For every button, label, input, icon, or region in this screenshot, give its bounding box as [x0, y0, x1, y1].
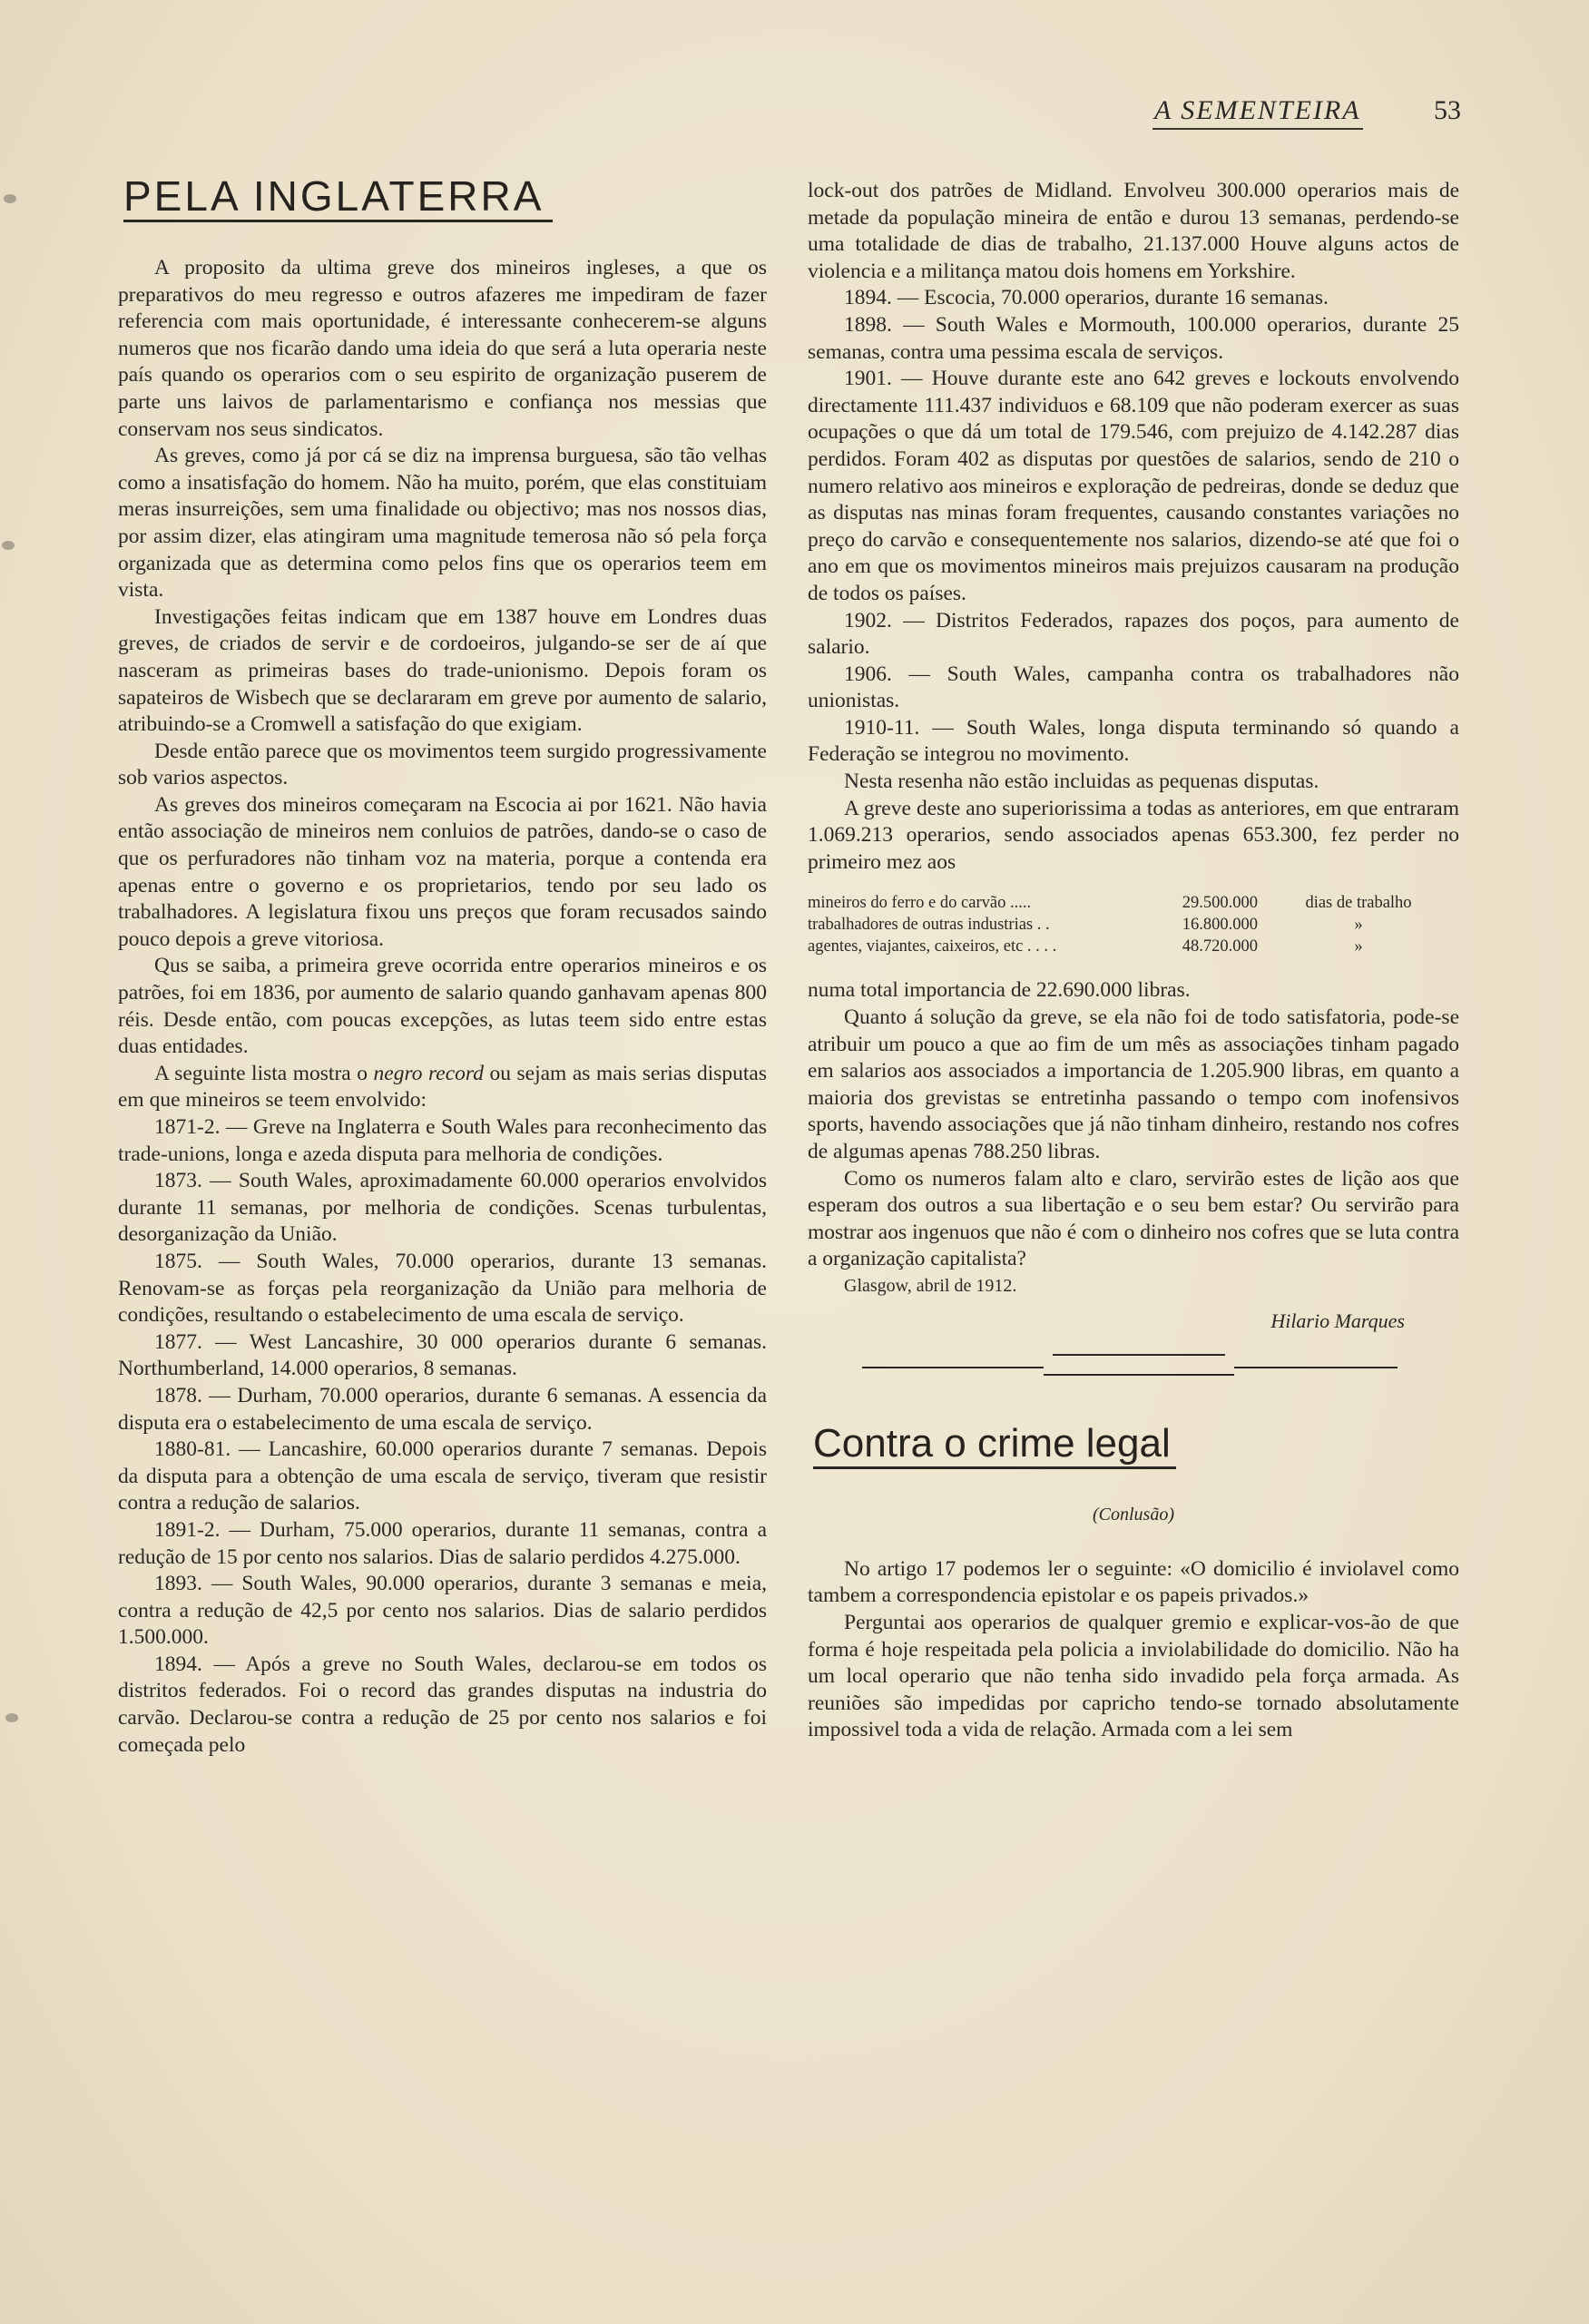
divider-rule — [1234, 1367, 1398, 1368]
strike-list-item: 1894. — Após a greve no South Wales, declarou-se em todos os distritos federados. Foi o record das grandes disputas na industria do carvão. Declarou-se contra a redução de 25 por cento nos salarios e foi começada pelo — [118, 1652, 767, 1757]
article-paragraph: lock-out dos patrões de Midland. Envolveu 300.000 operarios mais de metade da população mineira de então e durou 13 semanas, perdendo-se uma totalidade de dias de trabalho, 21.137.000 Houve alguns actos de violencia e a militança matou dois homens em Yorkshire. — [808, 179, 1459, 283]
right-column — [808, 178, 1459, 1744]
article-paragraph: Nesta resenha não estão incluidas as pequenas disputas. — [844, 770, 1319, 794]
list-intro-text: ou sejam as mais serias disputas em que mineiros se teem envolvido: — [118, 1061, 767, 1113]
page-number: 53 — [1434, 95, 1461, 125]
strike-list-item: 1891-2. — Durham, 75.000 operarios, durante 11 semanas, contra a redução de 15 por cento nos salarios. Dias de salario perdidos 4.275.000. — [118, 1517, 767, 1569]
article-title: PELA INGLATERRA — [123, 172, 553, 222]
page-header — [1116, 95, 1461, 132]
section-divider — [808, 1347, 1459, 1401]
left-column — [118, 172, 767, 1759]
strike-list-item: 1901. — Houve durante este ano 642 greves e lockouts envolvendo directamente 111.437 individuos e 68.109 que não poderam exercer as suas ocupações o que dá um total de 179.546, com prejuizo de 4.142.287 dias perdidos. Foram 402 as disputas por questões de salarios, sendo de 210 o numero relativo aos mineiros e exploração de pedreiras, donde se deduz que as disputas nas minas foram frequentes, causando constantes variações no preço do carvão e consequentemente nos salarios, dizendo-se até que foi o ano em que os movimentos mineiros mais prejuizos causaram na produção de todos os países. — [808, 367, 1459, 605]
strike-list-item: 1878. — Durham, 70.000 operarios, durante 6 semanas. A essencia da disputa era o estabelecimento de uma escala de serviço. — [118, 1383, 767, 1435]
stats-unit: » — [1354, 916, 1363, 935]
page-speck — [4, 194, 16, 203]
stats-value: 29.500.000 — [1182, 894, 1258, 913]
strike-list-item: 1877. — West Lancashire, 30 000 operarios durante 6 semanas. Northumberland, 14.000 operarios, 8 semanas. — [118, 1329, 767, 1381]
strike-list-item: 1880-81. — Lancashire, 60.000 operarios durante 7 semanas. Depois da disputa para a obtenção de uma escala de serviço, tiveram que resistir contra a redução de salarios. — [118, 1437, 767, 1515]
strike-list-item: 1873. — South Wales, aproximadamente 60.000 operarios envolvidos durante 11 semanas, por melhoria de condições. Scenas turbulentas, desorganização da União. — [118, 1169, 767, 1247]
strike-list-item: 1902. — Distritos Federados, rapazes dos poços, para aumento de salario. — [808, 608, 1459, 660]
stats-row — [808, 936, 1459, 957]
journal-name: A SEMENTEIRA — [1153, 95, 1363, 130]
list-intro-text: A seguinte lista mostra o — [154, 1061, 374, 1085]
stats-label: trabalhadores de outras industrias . . — [808, 916, 1050, 935]
stats-unit: dias de trabalho — [1305, 894, 1412, 913]
stats-value: 16.800.000 — [1182, 916, 1258, 935]
page-speck — [2, 541, 15, 550]
article-paragraph: Desde então parece que os movimentos teem surgido progressivamente sob varios aspectos. — [118, 739, 767, 790]
strike-list-item: 1871-2. — Greve na Inglaterra e South Wales para reconhecimento das trade-unions, longa e azeda disputa para melhoria de condições. — [118, 1115, 767, 1166]
strike-list-item: 1910-11. — South Wales, longa disputa terminando só quando a Federação se integrou no movimento. — [808, 715, 1459, 767]
page-speck — [5, 1713, 18, 1722]
divider-rule — [862, 1367, 1044, 1368]
article-subtitle: (Conlusão) — [1093, 1505, 1174, 1525]
article-paragraph: No artigo 17 podemos ler o seguinte: «O domicilio é inviolavel como tambem a correspondencia epistolar e os papeis privados.» — [808, 1556, 1459, 1608]
divider-rule — [1044, 1374, 1234, 1376]
strike-list-item: 1894. — Escocia, 70.000 operarios, durante 16 semanas. — [844, 286, 1329, 310]
strike-list-item: 1875. — South Wales, 70.000 operarios, durante 13 semanas. Renovam-se as forças pela reorganização da União para melhoria de condições, resultando o estabelecimento de uma escala de serviço. — [118, 1249, 767, 1328]
stats-value: 48.720.000 — [1182, 937, 1258, 956]
stats-unit: » — [1354, 937, 1363, 956]
stats-row — [808, 892, 1459, 914]
stats-row — [808, 914, 1459, 936]
stats-label: agentes, viajantes, caixeiros, etc . . . . — [808, 937, 1057, 956]
article-paragraph: Como os numeros falam alto e claro, servirão estes de lição aos que esperam dos outros a sua libertação e o seu bem estar? Ou servirão para mostrar aos ingenuos que não é com o dinheiro nos cofres que se luta contra a organização capitalista? — [808, 1166, 1459, 1271]
article-paragraph: numa total importancia de 22.690.000 libras. — [808, 978, 1191, 1003]
strike-list-item: 1906. — South Wales, campanha contra os trabalhadores não unionistas. — [808, 662, 1459, 713]
article-paragraph: As greves, como já por cá se diz na imprensa burguesa, são tão velhas como a insatisfação do homem. Não ha muito, porém, que elas constituiam meras insurreições, sem uma finalidade ou objectivo; mas nos nossos dias, por assim dizer, elas atingiram uma magnitude temerosa não só pela força organizada que as determina como pelos fins que os operarios teem em vista. — [118, 444, 767, 603]
article-paragraph: Investigações feitas indicam que em 1387 houve em Londres duas greves, de criados de servir e de cordoeiros, julgando-se ser de aí que nasceram as primeiras bases do trade-unionismo. Depois foram os sapateiros de Wisbech que se declararam em greve por aumento de salario, atribuindo-se a Cromwell a satisfação do que exigiam. — [118, 604, 767, 737]
author-signature: Hilario Marques — [1270, 1309, 1405, 1332]
place-date: Glasgow, abril de 1912. — [844, 1275, 1017, 1296]
article-title: Contra o crime legal — [813, 1421, 1176, 1469]
list-intro — [118, 1061, 767, 1114]
list-intro-italic: negro record — [373, 1061, 484, 1085]
article-paragraph: As greves dos mineiros começaram na Escocia ai por 1621. Não havia então associação de mineiros nem conluios de patrões, dando-se o caso de que os perfuradores não tinham voz na materia, porque a contenda era apenas entre o governo e os proprietarios, tendo por seu lado os trabalhadores. A legislatura fixou uns preços que foram recusados saindo pouco depois a greve vitoriosa. — [118, 792, 767, 951]
stats-label: mineiros do ferro e do carvão ..... — [808, 894, 1032, 913]
strike-list-item: 1893. — South Wales, 90.000 operarios, durante 3 semanas e meia, contra a redução de 42,5 por cento nos salarios. Dias de salario perdidos 1.500.000. — [118, 1572, 767, 1650]
article-paragraph: Qus se saiba, a primeira greve ocorrida entre operarios mineiros e os patrões, foi em 1836, por aumento de salario quando ganhavam apenas 800 réis. Desde então, com poucas excepções, as lutas teem sido entre estas duas entidades. — [118, 954, 767, 1059]
article-paragraph: A proposito da ultima greve dos mineiros ingleses, a que os preparativos do meu regresso e outros afazeres me impediram de fazer referencia com mais oportunidade, é interessante conhecerem-se alguns numeros que nos ficarão dando uma ideia do que será a luta operaria neste país quando os operarios com o seu espirito de organização puserem de parte uns laivos de parlamentarismo e confiança nos messias que conservam nos seus sindicatos. — [118, 256, 767, 441]
article-paragraph: Quanto á solução da greve, se ela não foi de todo satisfatoria, pode-se atribuir um pouco a que ao fim de um mês as associações tinham pagado em salarios aos associados a importancia de 1.205.900 libras, em quanto a maioria dos grevistas se entretinha passando o tempo com inofensivos sports, havendo associações que já não tinham dinheiro, restando nos cofres de algumas apenas 788.250 libras. — [808, 1005, 1459, 1163]
article-paragraph: Perguntai aos operarios de qualquer gremio e explicar-vos-ão de que forma é hoje respeitada pela policia a inviolabilidade do domicilio. Não ha um local operario que não tenha sido invadido pela força armada. As reuniões são impedidas por capricho tendo-se tornado absolutamente impossivel toda a vida de relação. Armada com a lei sem — [808, 1610, 1459, 1742]
article-paragraph: A greve deste ano superiorissima a todas as anteriores, em que entraram 1.069.213 operarios, sendo associados apenas 653.300, fez perder no primeiro mez aos — [808, 796, 1459, 874]
divider-rule — [1053, 1354, 1225, 1356]
stats-table — [808, 892, 1459, 957]
strike-list-item: 1898. — South Wales e Mormouth, 100.000 operarios, durante 25 semanas, contra uma pessima escala de serviços. — [808, 312, 1459, 364]
